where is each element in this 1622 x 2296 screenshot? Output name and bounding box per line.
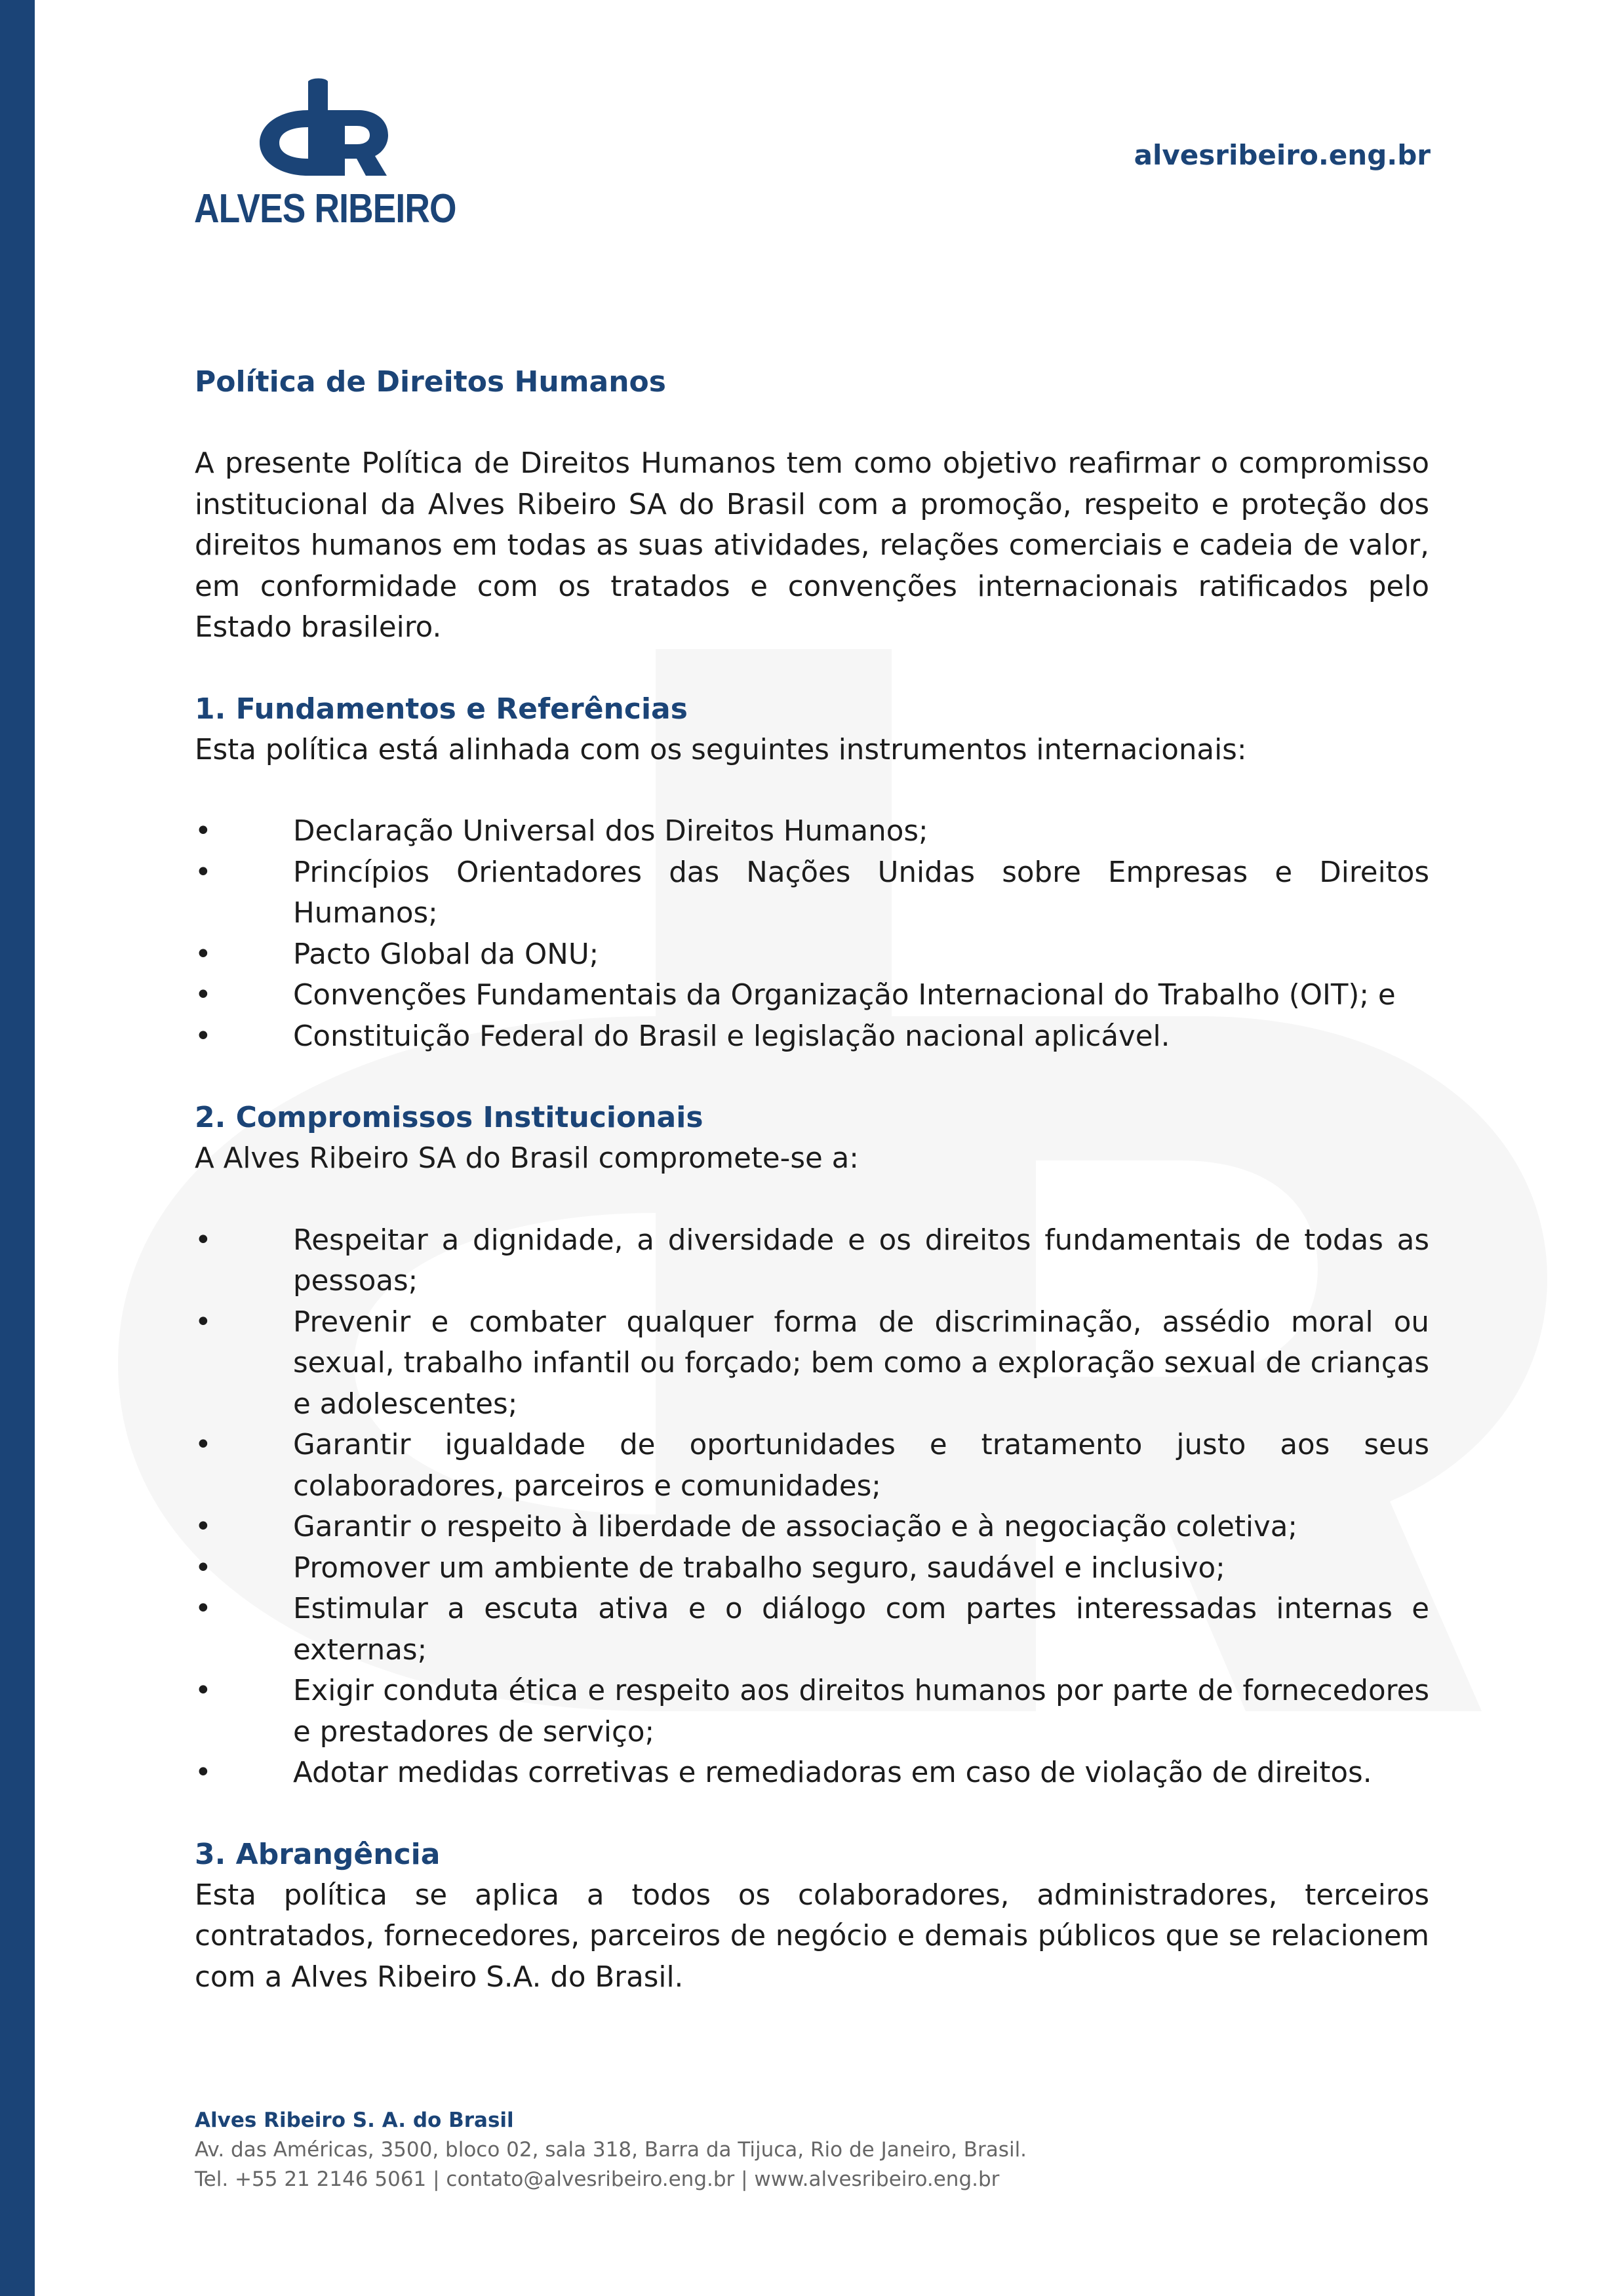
list-item bbox=[195, 934, 1429, 976]
bullet-icon: • bbox=[195, 979, 212, 1012]
list-item-text: Estimular a escuta ativa e o diálogo com partes interessadas internas e externas; bbox=[293, 1593, 1429, 1667]
list-item-text: Adotar medidas corretivas e remediadoras em caso de violação de direitos. bbox=[293, 1756, 1372, 1789]
list-item bbox=[195, 1752, 1429, 1794]
footer-address: Av. das Américas, 3500, bloco 02, sala 318, Barra da Tijuca, Rio de Janeiro, Brasil. bbox=[195, 2138, 1027, 2162]
list-item bbox=[195, 1548, 1429, 1589]
list-item-text: Prevenir e combater qualquer forma de discriminação, assédio moral ou sexual, trabalho infantil ou forçado; bem como a exploração sexual de crianças e adolescentes; bbox=[293, 1305, 1429, 1421]
section-heading: 1. Fundamentos e Referências bbox=[195, 692, 688, 726]
footer-company-name: Alves Ribeiro S. A. do Brasil bbox=[195, 2108, 514, 2132]
bullet-icon: • bbox=[195, 1593, 212, 1625]
list-item-text: Convenções Fundamentais da Organização Internacional do Trabalho (OIT); e bbox=[293, 979, 1396, 1012]
section-heading: 2. Compromissos Institucionais bbox=[195, 1101, 703, 1134]
list-item bbox=[195, 1507, 1429, 1548]
section-lead: A Alves Ribeiro SA do Brasil compromete-se a: bbox=[195, 1142, 859, 1175]
website-link[interactable]: alvesribeiro.eng.br bbox=[1134, 139, 1431, 171]
list-item-text: Garantir igualdade de oportunidades e tratamento justo aos seus colaboradores, parceiros e comunidades; bbox=[293, 1429, 1429, 1503]
bullet-icon: • bbox=[195, 1756, 212, 1789]
bullet-icon: • bbox=[195, 1511, 212, 1543]
bullet-icon: • bbox=[195, 1019, 212, 1053]
page-footer bbox=[195, 2106, 1027, 2194]
bullet-list bbox=[195, 811, 1429, 1057]
list-item bbox=[195, 811, 1429, 852]
list-item-text: Exigir conduta ética e respeito aos direitos humanos por parte de fornecedores e prestadores de serviço; bbox=[293, 1674, 1429, 1749]
section-lead: Esta política se aplica a todos os colaboradores, administradores, terceiros contratados, fornecedores, parceiros de negócio e demais públicos que se relacionem com a Alves Ribeiro S.A. do Brasil. bbox=[195, 1878, 1429, 1994]
footer-contact: Tel. +55 21 2146 5061 | contato@alvesribeiro.eng.br | www.alvesribeiro.eng.br bbox=[195, 2167, 1000, 2191]
list-item bbox=[195, 852, 1429, 934]
list-item-text: Pacto Global da ONU; bbox=[293, 938, 599, 971]
list-item-text: Promover um ambiente de trabalho seguro, saudável e inclusivo; bbox=[293, 1551, 1225, 1585]
bullet-icon: • bbox=[195, 1429, 212, 1461]
intro-paragraph: A presente Política de Direitos Humanos tem como objetivo reafirmar o compromisso institucional da Alves Ribeiro SA do Brasil com a promoção, respeito e proteção dos direitos humanos em todas as suas atividades, relações comerciais e cadeia de valor, em conformidade com os tratados e convenções internacionais ratificados pelo Estado brasileiro. bbox=[195, 447, 1429, 644]
bullet-icon: • bbox=[195, 938, 212, 971]
bullet-list bbox=[195, 1220, 1429, 1794]
left-accent-bar bbox=[0, 0, 35, 2296]
list-item-text: Constituição Federal do Brasil e legislação nacional aplicável. bbox=[293, 1019, 1170, 1053]
section-heading: 3. Abrangência bbox=[195, 1837, 441, 1871]
list-item bbox=[195, 1016, 1429, 1058]
company-logo bbox=[194, 77, 469, 241]
document-body bbox=[195, 362, 1429, 1998]
bullet-icon: • bbox=[195, 856, 212, 889]
bullet-icon: • bbox=[195, 815, 212, 848]
list-item-text: Respeitar a dignidade, a diversidade e os direitos fundamentais de todas as pessoas; bbox=[293, 1223, 1429, 1297]
list-item bbox=[195, 1671, 1429, 1752]
logo-mark-icon bbox=[260, 77, 391, 189]
list-item-text: Princípios Orientadores das Nações Unidas sobre Empresas e Direitos Humanos; bbox=[293, 856, 1429, 930]
list-item bbox=[195, 1302, 1429, 1425]
document-title: Política de Direitos Humanos bbox=[195, 365, 666, 399]
section-lead: Esta política está alinhada com os seguintes instrumentos internacionais: bbox=[195, 733, 1247, 766]
list-item bbox=[195, 975, 1429, 1016]
list-item bbox=[195, 1589, 1429, 1671]
bullet-icon: • bbox=[195, 1223, 212, 1257]
bullet-icon: • bbox=[195, 1674, 212, 1707]
list-item-text: Declaração Universal dos Direitos Humanos; bbox=[293, 815, 928, 848]
bullet-icon: • bbox=[195, 1305, 212, 1339]
logo-wordmark: ALVES RIBEIRO bbox=[194, 186, 456, 231]
bullet-icon: • bbox=[195, 1551, 212, 1585]
list-item-text: Garantir o respeito à liberdade de associação e à negociação coletiva; bbox=[293, 1511, 1298, 1543]
list-item bbox=[195, 1425, 1429, 1507]
list-item bbox=[195, 1220, 1429, 1302]
